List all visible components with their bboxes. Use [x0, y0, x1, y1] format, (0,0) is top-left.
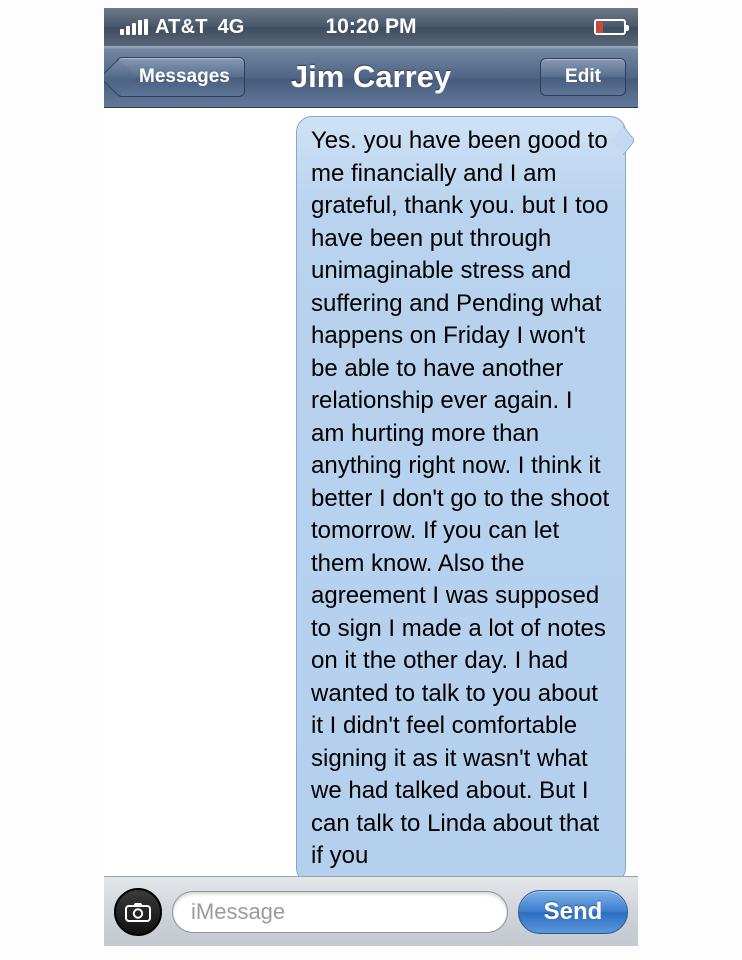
- back-button-label: Messages: [139, 65, 230, 87]
- phone-screenshot: [104, 8, 638, 946]
- edit-button[interactable]: [540, 58, 626, 96]
- message-input-wrapper[interactable]: [172, 891, 508, 933]
- message-text: Yes. you have been good to me financially and I am grateful, thank you. but I too have been put through unimaginable stress and suffering and Pending what happens on Friday I won't be able to have another relationship ever again. I am hurting more than anything right now. I think it better I don't go to the shoot tomorrow. If you can let them know. Also the agreement I was supposed to sign I made a lot of notes on it the other day. I had wanted to talk to you about it I didn't feel comfortable signing it as it wasn't what we had talked about. But I can talk to Linda about that if you: [311, 127, 610, 869]
- message-composer-bar: [104, 876, 638, 946]
- edit-button-label: Edit: [565, 65, 601, 87]
- camera-icon[interactable]: [114, 888, 162, 936]
- conversation-scroll-area[interactable]: [104, 108, 638, 876]
- page-margin-left: [0, 0, 104, 960]
- send-button[interactable]: [518, 890, 628, 934]
- status-bar-clock: 10:20 PM: [325, 15, 417, 38]
- message-row: [104, 116, 638, 876]
- battery-icon: [594, 19, 626, 35]
- page-margin-right: [638, 0, 742, 960]
- signal-bars-icon: [120, 19, 148, 35]
- page-title: Jim Carrey: [290, 58, 452, 94]
- send-button-label: Send: [543, 897, 603, 925]
- status-bar: [104, 8, 638, 46]
- back-button-messages[interactable]: [116, 57, 245, 97]
- network-type-label: 4G: [217, 15, 245, 38]
- message-bubble-outgoing[interactable]: [296, 116, 626, 876]
- carrier-label: AT&T: [155, 15, 208, 38]
- navigation-bar: [104, 46, 638, 108]
- message-input[interactable]: [189, 898, 491, 926]
